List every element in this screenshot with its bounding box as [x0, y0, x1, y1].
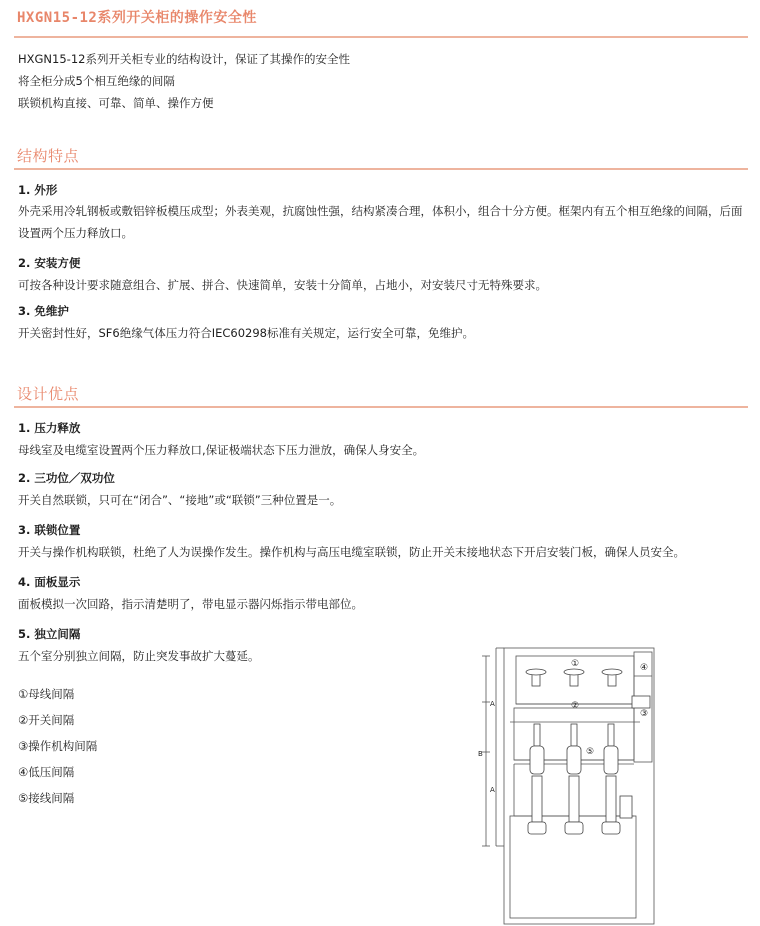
design-heading-5: 5. 独立间隔: [18, 627, 81, 641]
design-body-1: 母线室及电缆室设置两个压力释放口,保证极端状态下压力泄放，确保人身安全。: [18, 443, 425, 457]
structure-heading-1: 1. 外形: [18, 183, 58, 197]
design-body-4: 面板模拟一次回路，指示清楚明了，带电显示器闪烁指示带电部位。: [18, 597, 363, 611]
compartment-item: ③操作机构间隔: [18, 739, 98, 753]
compartment-item: ⑤接线间隔: [18, 791, 75, 805]
safety-line-3: 联锁机构直接、可靠、简单、操作方便: [18, 96, 214, 110]
diagram-dim-a-top: A: [490, 700, 495, 708]
design-body-5: 五个室分别独立间隔，防止突发事故扩大蔓延。: [18, 649, 260, 663]
design-body-3: 开关与操作机构联锁，杜绝了人为误操作发生。操作机构与高压电缆室联锁，防止开关末接地状态下开启安装门板，确保人员安全。: [18, 545, 685, 559]
compartment-item: ④低压间隔: [18, 765, 75, 779]
section-title-safety: HXGN15-12系列开关柜的操作安全性: [17, 10, 257, 26]
section-divider: [14, 406, 748, 408]
design-heading-2: 2. 三功位／双功位: [18, 471, 115, 485]
safety-line-1: HXGN15-12系列开关柜专业的结构设计，保证了其操作的安全性: [18, 52, 350, 66]
section-title-design: 设计优点: [17, 385, 80, 403]
compartment-item: ①母线间隔: [18, 687, 75, 701]
design-heading-3: 3. 联锁位置: [18, 523, 81, 537]
design-heading-4: 4. 面板显示: [18, 575, 81, 589]
safety-line-2: 将全柜分成5个相互绝缘的间隔: [18, 74, 175, 88]
diagram-label-2: ②: [571, 701, 580, 711]
structure-body-2: 可按各种设计要求随意组合、扩展、拼合、快速简单，安装十分简单，占地小，对安装尺寸无特殊要求。: [18, 278, 547, 292]
design-body-2: 开关自然联锁，只可在“闭合”、“接地”或“联锁”三种位置是一。: [18, 493, 342, 507]
structure-heading-2: 2. 安装方便: [18, 256, 81, 270]
compartment-item: ②开关间隔: [18, 713, 75, 727]
switchgear-cabinet-diagram: [470, 636, 670, 926]
diagram-label-4: ④: [640, 663, 649, 673]
section-divider: [14, 168, 748, 170]
section-title-structure: 结构特点: [17, 147, 80, 165]
structure-body-3: 开关密封性好，SF6绝缘气体压力符合IEC60298标准有关规定，运行安全可靠，免维护。: [18, 326, 474, 340]
structure-body-1: 外壳采用冷轧钢板或敷铝锌板模压成型；外表美观，抗腐蚀性强，结构紧凑合理，体积小，组合十分方便。框架内有五个相互绝缘的间隔，后面设置两个压力释放口。: [18, 204, 743, 240]
structure-heading-3: 3. 免维护: [18, 304, 69, 318]
diagram-dim-b: B: [478, 750, 483, 758]
diagram-label-3: ③: [640, 709, 649, 719]
diagram-label-1: ①: [571, 659, 580, 669]
design-heading-1: 1. 压力释放: [18, 421, 81, 435]
section-divider: [14, 36, 748, 38]
diagram-dim-a-bottom: A: [490, 786, 495, 794]
diagram-label-5: ⑤: [586, 747, 595, 757]
